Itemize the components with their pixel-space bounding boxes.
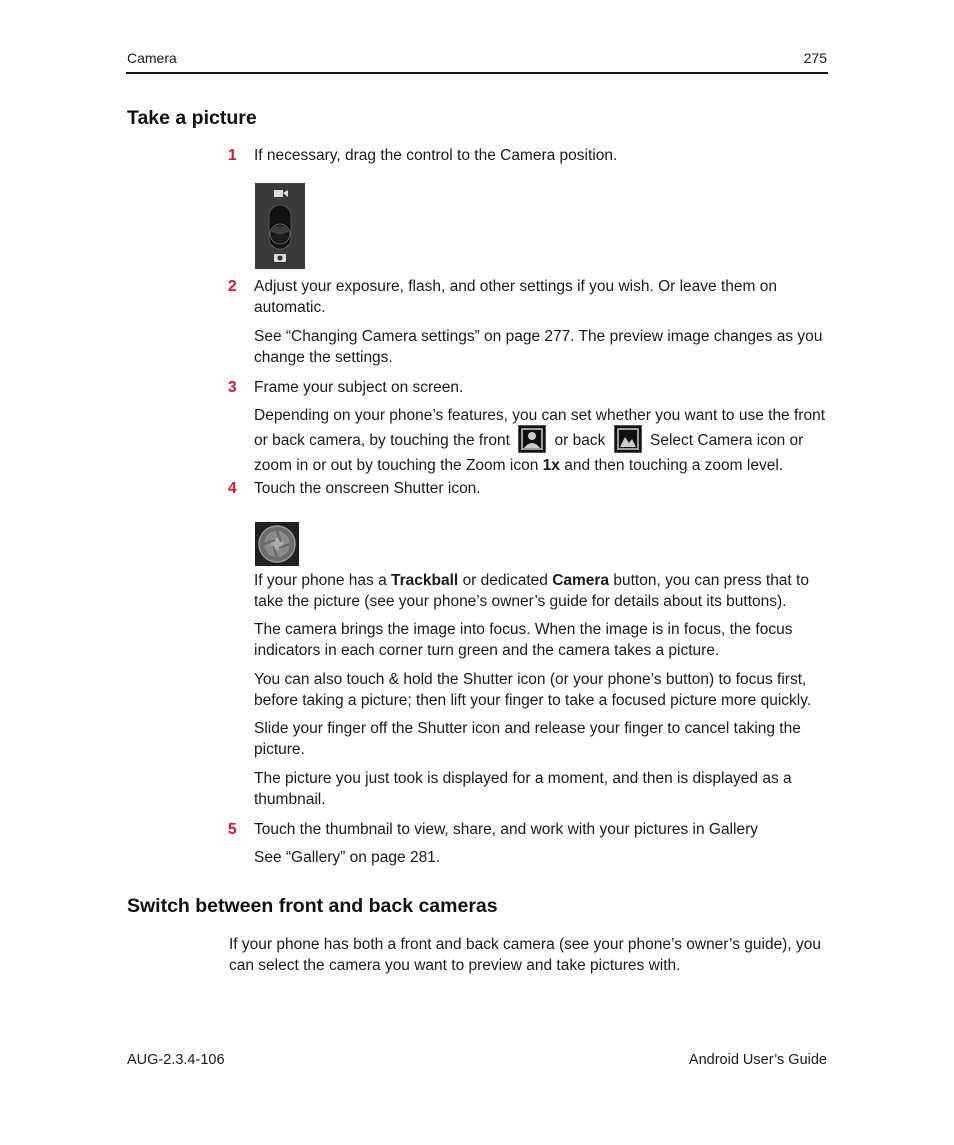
back-camera-icon: [614, 425, 642, 453]
step-text: Adjust your exposure, flash, and other settings if you wish. Or leave them on automatic.: [254, 278, 777, 316]
note-text: Depending on your phone’s features, you can set whether you want to use the front or back camera, by touching the front: [254, 407, 826, 449]
step-paragraph: The camera brings the image into focus. When the image is in focus, the focus indicators in each corner turn green and the camera takes a picture.: [254, 621, 793, 659]
camera-mode-switch-image: [255, 183, 305, 269]
section-title-switch-cameras: Switch between front and back cameras: [127, 895, 498, 917]
note-text: Select Camera icon or zoom in or out by touching the Zoom icon: [254, 431, 804, 474]
step-number: 3: [228, 379, 237, 396]
step-number: 4: [228, 480, 237, 497]
front-camera-icon: [518, 425, 546, 453]
step-paragraph: The picture you just took is displayed for a moment, and then is displayed as a thumbnail.: [254, 770, 792, 808]
step-number: 5: [228, 821, 237, 838]
note-text: or back: [554, 431, 606, 449]
section-paragraph: If your phone has both a front and back camera (see your phone’s owner’s guide), you can select the camera you want to preview and take pictures with.: [229, 936, 821, 974]
step-text: If necessary, drag the control to the Camera position.: [254, 147, 618, 164]
para-text: or dedicated: [462, 572, 548, 589]
shutter-icon: [255, 522, 299, 566]
zoom-label: 1x: [542, 456, 560, 474]
camera-mode-switch-icon: [255, 183, 305, 269]
step-paragraph: You can also touch & hold the Shutter icon (or your phone’s button) to focus first, before taking a picture; then lift your finger to take a focused picture more quickly.: [254, 671, 812, 709]
step-note: [254, 405, 829, 476]
step-paragraph: Slide your finger off the Shutter icon and release your finger to cancel taking the picture.: [254, 720, 801, 758]
step-text: Touch the onscreen Shutter icon.: [254, 480, 481, 497]
section-title-take-picture: Take a picture: [127, 107, 257, 129]
step-number: 2: [228, 278, 237, 295]
para-text: button, you can press that to take the picture (see your phone’s owner’s guide for details about its buttons).: [254, 572, 809, 610]
footer-doc-code: AUG-2.3.4-106: [127, 1052, 225, 1068]
camera-button-label: Camera: [552, 572, 610, 589]
running-header-section: Camera: [127, 50, 177, 66]
step-text: Touch the thumbnail to view, share, and work with your pictures in Gallery: [254, 821, 758, 838]
note-text: and then touching a zoom level.: [564, 456, 784, 474]
page-number: 275: [803, 50, 827, 66]
step-paragraph: [254, 570, 829, 612]
step-note: See “Changing Camera settings” on page 277. The preview image changes as you change the settings.: [254, 328, 823, 366]
trackball-label: Trackball: [391, 572, 459, 589]
step-number: 1: [228, 147, 237, 164]
step-text: Frame your subject on screen.: [254, 379, 464, 396]
step-note: See “Gallery” on page 281.: [254, 849, 441, 866]
para-text: If your phone has a: [254, 572, 387, 589]
header-rule: [126, 72, 828, 74]
footer-doc-title: Android User’s Guide: [688, 1052, 827, 1068]
